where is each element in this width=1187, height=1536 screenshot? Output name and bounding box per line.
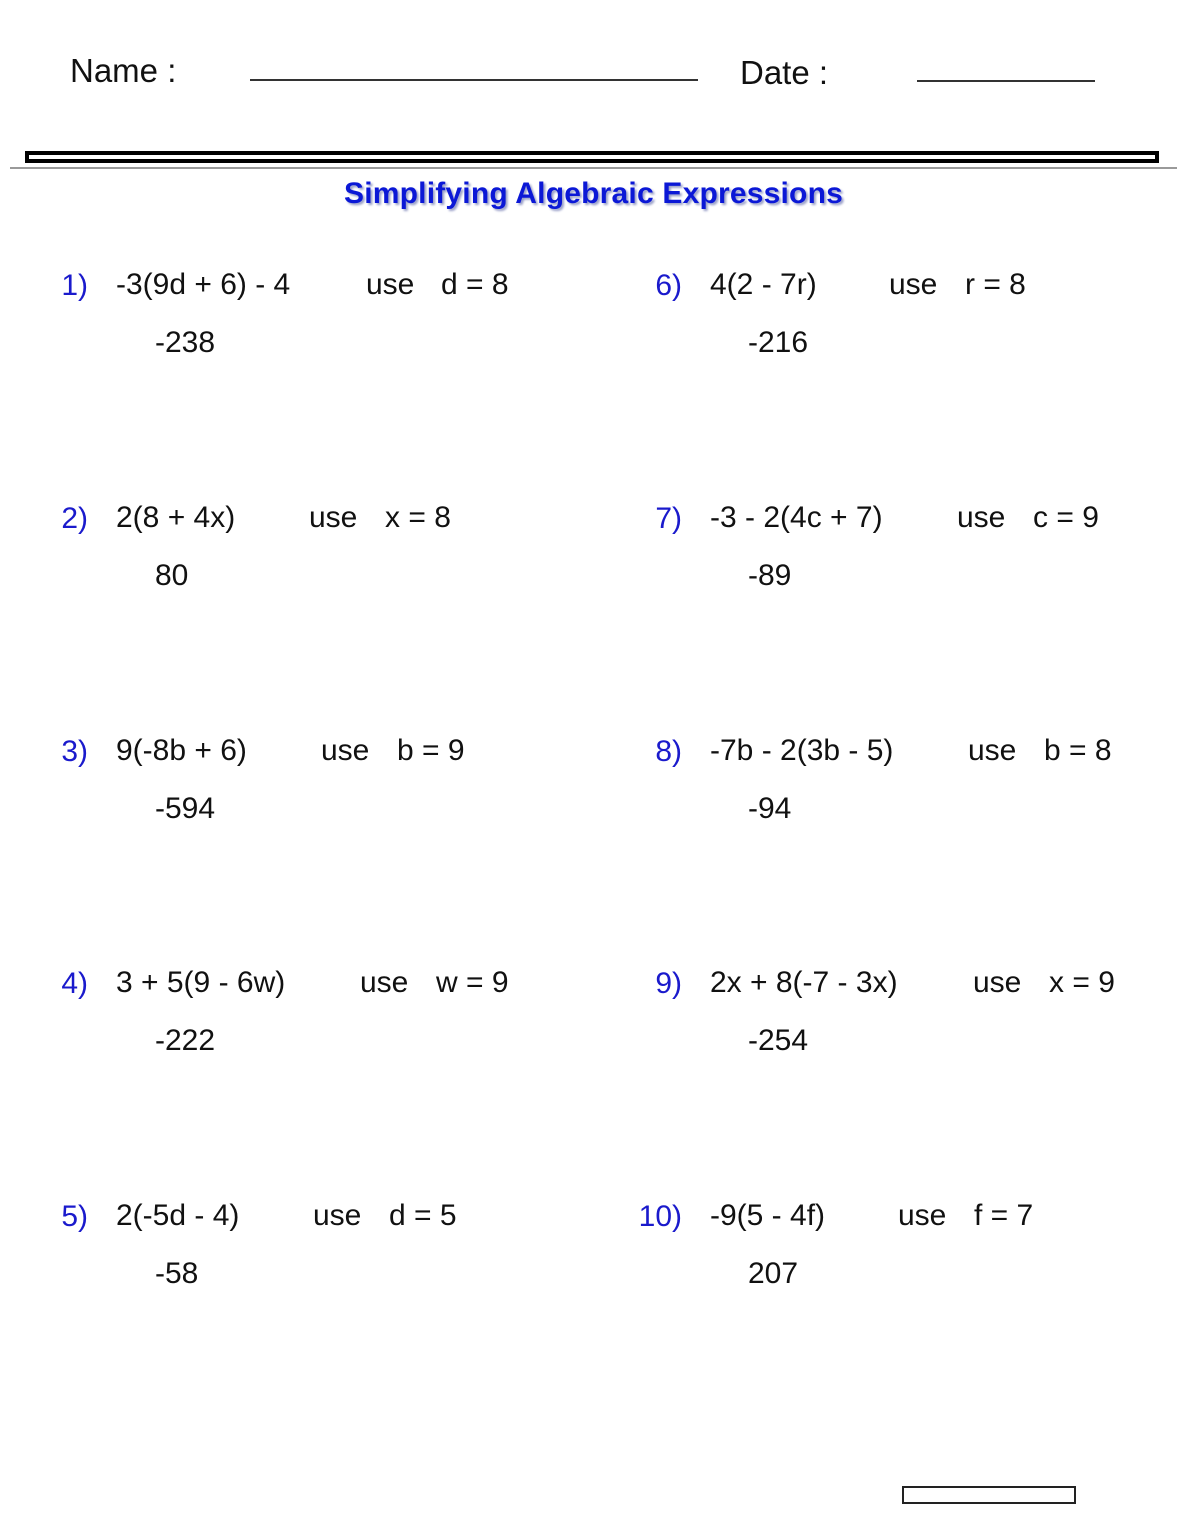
answer-value: -238 (155, 326, 216, 359)
substitution-value: w = 9 (436, 966, 509, 999)
answer-value: -222 (155, 1024, 216, 1057)
question-number: 7) (655, 502, 682, 535)
substitution-value: c = 9 (1033, 501, 1099, 534)
question-number: 1) (61, 269, 88, 302)
use-label: use (898, 1199, 947, 1232)
question-number: 4) (61, 967, 88, 1000)
header-thin-rule (10, 167, 1177, 169)
question-number: 5) (61, 1200, 88, 1233)
substitution-value: d = 5 (389, 1199, 457, 1232)
use-label: use (313, 1199, 362, 1232)
answer-value: -254 (748, 1024, 809, 1057)
question-number: 8) (655, 735, 682, 768)
use-label: use (968, 734, 1017, 767)
question-number: 3) (61, 735, 88, 768)
question-number: 9) (655, 967, 682, 1000)
question-number: 6) (655, 269, 682, 302)
use-label: use (957, 501, 1006, 534)
use-label: use (973, 966, 1022, 999)
question-expression: 4(2 - 7r) (710, 268, 817, 301)
name-blank-line[interactable] (250, 79, 698, 81)
use-label: use (309, 501, 358, 534)
substitution-value: d = 8 (441, 268, 509, 301)
date-label: Date : (740, 54, 829, 91)
use-label: use (366, 268, 415, 301)
answer-value: -94 (748, 792, 792, 825)
question-number: 10) (638, 1200, 682, 1233)
question-expression: -3(9d + 6) - 4 (116, 268, 291, 301)
question-expression: 9(-8b + 6) (116, 734, 247, 767)
name-label: Name : (70, 52, 177, 89)
answer-value: -58 (155, 1257, 199, 1290)
question-expression: 2(8 + 4x) (116, 501, 236, 534)
question-number: 2) (61, 502, 88, 535)
use-label: use (889, 268, 938, 301)
answer-value: -216 (748, 326, 809, 359)
answer-value: 80 (155, 559, 189, 592)
question-expression: -9(5 - 4f) (710, 1199, 826, 1232)
question-expression: 2(-5d - 4) (116, 1199, 240, 1232)
score-box[interactable] (902, 1486, 1076, 1504)
date-blank-line[interactable] (917, 80, 1095, 82)
question-expression: -3 - 2(4c + 7) (710, 501, 883, 534)
substitution-value: x = 8 (385, 501, 451, 534)
answer-value: -89 (748, 559, 792, 592)
substitution-value: b = 8 (1044, 734, 1112, 767)
substitution-value: r = 8 (965, 268, 1026, 301)
substitution-value: x = 9 (1049, 966, 1115, 999)
answer-value: -594 (155, 792, 216, 825)
use-label: use (321, 734, 370, 767)
answer-value: 207 (748, 1257, 799, 1290)
question-expression: 2x + 8(-7 - 3x) (710, 966, 898, 999)
substitution-value: f = 7 (974, 1199, 1034, 1232)
header-double-rule (25, 151, 1159, 163)
question-expression: 3 + 5(9 - 6w) (116, 966, 286, 999)
substitution-value: b = 9 (397, 734, 465, 767)
question-expression: -7b - 2(3b - 5) (710, 734, 894, 767)
worksheet-title: Simplifying Algebraic Expressions (344, 177, 843, 210)
use-label: use (360, 966, 409, 999)
